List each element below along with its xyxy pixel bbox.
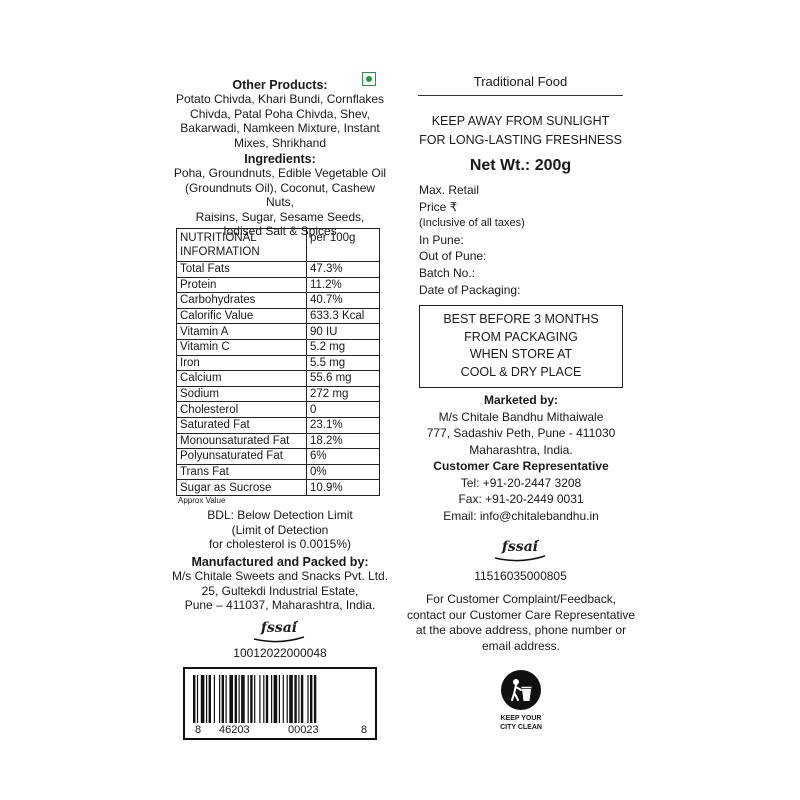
contact-tel: Tel: +91-20-2447 3208 xyxy=(460,475,582,490)
nutrient-value: 90 IU xyxy=(307,324,380,340)
nutrient-name: Monounsaturated Fat xyxy=(177,433,307,449)
manufacturer-title: Manufactured and Packed by: xyxy=(191,555,369,569)
nutrient-value: 10.9% xyxy=(307,480,380,496)
nutrient-value: 0% xyxy=(307,464,380,480)
nutrition-row xyxy=(177,277,380,293)
other-products-line: Chivda, Patal Poha Chivda, Shev, xyxy=(190,106,370,121)
nutrition-row xyxy=(177,293,380,309)
barcode-digit-first: 8 xyxy=(195,724,202,736)
fssai-license-number: 10012022000048 xyxy=(233,646,327,660)
nutrient-value: 0 xyxy=(307,402,380,418)
nutrient-name: Vitamin C xyxy=(177,339,307,355)
nutrition-row xyxy=(177,480,380,496)
sunlight-warning xyxy=(413,112,628,150)
nutrient-value: 40.7% xyxy=(307,293,380,309)
nutrition-row xyxy=(177,324,380,340)
price-line: Out of Pune: xyxy=(419,249,487,264)
complaint-line: email address. xyxy=(481,638,561,653)
nutrition-row xyxy=(177,355,380,371)
barcode-bars-icon xyxy=(193,675,369,723)
nutrition-row xyxy=(177,433,380,449)
other-products-title: Other Products: xyxy=(232,78,328,92)
nutrient-name: Sugar as Sucrose xyxy=(177,480,307,496)
best-before-line: FROM PACKAGING xyxy=(464,329,578,344)
fssai-logo-icon xyxy=(250,619,308,643)
nutrition-row xyxy=(177,371,380,387)
barcode-digits-left: 46203 xyxy=(219,724,250,736)
nutrient-name: Calorific Value xyxy=(177,308,307,324)
bdl-section xyxy=(170,508,390,552)
nutrient-name: Polyunsaturated Fat xyxy=(177,449,307,465)
other-products-line: Potato Chivda, Khari Bundi, Cornflakes xyxy=(175,92,385,106)
nutrition-row xyxy=(177,386,380,402)
marketed-section xyxy=(405,392,637,524)
sunlight-line: KEEP AWAY FROM SUNLIGHT xyxy=(431,114,610,128)
nutrient-name: Trans Fat xyxy=(177,464,307,480)
complaint-section xyxy=(400,592,642,654)
bdl-line: (Limit of Detection xyxy=(231,522,329,537)
customer-care-title: Customer Care Representative xyxy=(433,459,609,473)
nutrient-name: Protein xyxy=(177,277,307,293)
other-products-line: Bakarwadi, Namkeen Mixture, Instant xyxy=(180,121,380,135)
fssai-logo-text: fssai xyxy=(260,620,298,636)
best-before-box xyxy=(419,305,623,388)
contact-email: Email: info@chitalebandhu.in xyxy=(443,508,599,523)
price-line: Max. Retail xyxy=(419,183,480,197)
barcode xyxy=(183,667,377,740)
marketed-title: Marketed by: xyxy=(483,393,559,407)
price-line: Date of Packaging: xyxy=(419,282,521,297)
ingredients-line: Raisins, Sugar, Sesame Seeds, xyxy=(195,209,365,224)
nutrient-value: 23.1% xyxy=(307,417,380,433)
nutrient-name: Saturated Fat xyxy=(177,417,307,433)
nutrition-header-per: per 100g xyxy=(307,229,380,262)
nutrition-table xyxy=(176,228,380,496)
nutrient-name: Carbohydrates xyxy=(177,293,307,309)
price-block xyxy=(419,182,629,298)
best-before-line: COOL & DRY PLACE xyxy=(460,364,582,379)
manufacturer-line: 25, Gultekdi Industrial Estate, xyxy=(201,583,359,598)
ingredients-line: (Groundnuts Oil), Coconut, Cashew Nuts, xyxy=(184,180,376,209)
dustbin-icon xyxy=(501,670,541,710)
divider-top xyxy=(418,95,623,96)
other-products-section xyxy=(170,78,390,150)
nutrient-name: Cholesterol xyxy=(177,402,307,418)
nutrient-name: Vitamin A xyxy=(177,324,307,340)
nutrient-value: 55.6 mg xyxy=(307,371,380,387)
nutrition-row xyxy=(177,449,380,465)
nutrition-row xyxy=(177,262,380,278)
nutrient-value: 6% xyxy=(307,449,380,465)
net-weight: Net Wt.: 200g xyxy=(469,157,572,174)
nutrient-value: 11.2% xyxy=(307,277,380,293)
nutrient-value: 47.3% xyxy=(307,262,380,278)
manufacturer-line: Pune – 411037, Maharashtra, India. xyxy=(184,598,376,612)
nutrient-name: Iron xyxy=(177,355,307,371)
nutrition-row xyxy=(177,464,380,480)
ingredients-section xyxy=(170,152,390,239)
clean-city-label xyxy=(486,714,556,732)
price-line: Price ₹ xyxy=(419,199,458,214)
other-products-line: Mixes, Shrikhand xyxy=(233,135,327,150)
ingredients-line: Iodised Salt & Spices xyxy=(223,224,337,238)
nutrient-value: 18.2% xyxy=(307,433,380,449)
traditional-food-label: Traditional Food xyxy=(473,74,568,89)
bdl-line: for cholesterol is 0.0015%) xyxy=(208,537,352,551)
best-before-line: BEST BEFORE 3 MONTHS xyxy=(443,312,599,326)
price-line: In Pune: xyxy=(419,232,464,247)
nutrient-name: Total Fats xyxy=(177,262,307,278)
nutrient-value: 272 mg xyxy=(307,386,380,402)
nutrient-value: 5.2 mg xyxy=(307,339,380,355)
nutrition-header-label xyxy=(177,229,307,262)
clean-city-line: KEEP YOUR xyxy=(500,715,542,722)
nutrition-row xyxy=(177,308,380,324)
sunlight-line: FOR LONG-LASTING FRESHNESS xyxy=(419,133,622,147)
nutrition-header-line: INFORMATION xyxy=(180,246,260,258)
approx-value-note: Approx Value xyxy=(178,496,226,505)
barcode-digit-last: 8 xyxy=(361,724,368,736)
nutrition-row xyxy=(177,339,380,355)
best-before-line: WHEN STORE AT xyxy=(469,347,573,361)
fssai-logo-icon xyxy=(491,538,549,562)
complaint-line: at the above address, phone number or xyxy=(415,623,627,637)
nutrient-name: Sodium xyxy=(177,386,307,402)
marketed-line: 777, Sadashiv Peth, Pune - 411030 xyxy=(426,426,616,440)
contact-fax: Fax: +91-20-2449 0031 xyxy=(458,492,584,506)
price-line: (Inclusive of all taxes) xyxy=(419,217,525,230)
nutrient-value: 633.3 Kcal xyxy=(307,308,380,324)
nutrition-header-line: NUTRITIONAL xyxy=(180,232,257,244)
fssai-logo-text: fssai xyxy=(501,539,539,555)
nutrient-name: Calcium xyxy=(177,371,307,387)
manufacturer-section xyxy=(170,555,390,613)
nutrition-row xyxy=(177,402,380,418)
nutrition-header-row xyxy=(177,229,380,262)
marketed-line: Maharashtra, India. xyxy=(469,442,573,457)
nutrient-value: 5.5 mg xyxy=(307,355,380,371)
marketed-line: M/s Chitale Bandhu Mithaiwale xyxy=(438,409,604,424)
manufacturer-line: M/s Chitale Sweets and Snacks Pvt. Ltd. xyxy=(171,569,389,583)
price-line: Batch No.: xyxy=(419,265,476,280)
ingredients-line: Poha, Groundnuts, Edible Vegetable Oil xyxy=(173,166,387,180)
complaint-line: For Customer Complaint/Feedback, xyxy=(425,592,617,606)
barcode-digits-right: 00023 xyxy=(288,724,319,736)
complaint-line: contact our Customer Care Representative xyxy=(406,607,636,622)
ingredients-title: Ingredients: xyxy=(244,152,316,166)
clean-city-line: CITY CLEAN xyxy=(500,724,542,731)
bdl-line: BDL: Below Detection Limit xyxy=(207,508,353,522)
nutrition-row xyxy=(177,417,380,433)
fssai-license-number: 11516035000805 xyxy=(474,569,567,583)
